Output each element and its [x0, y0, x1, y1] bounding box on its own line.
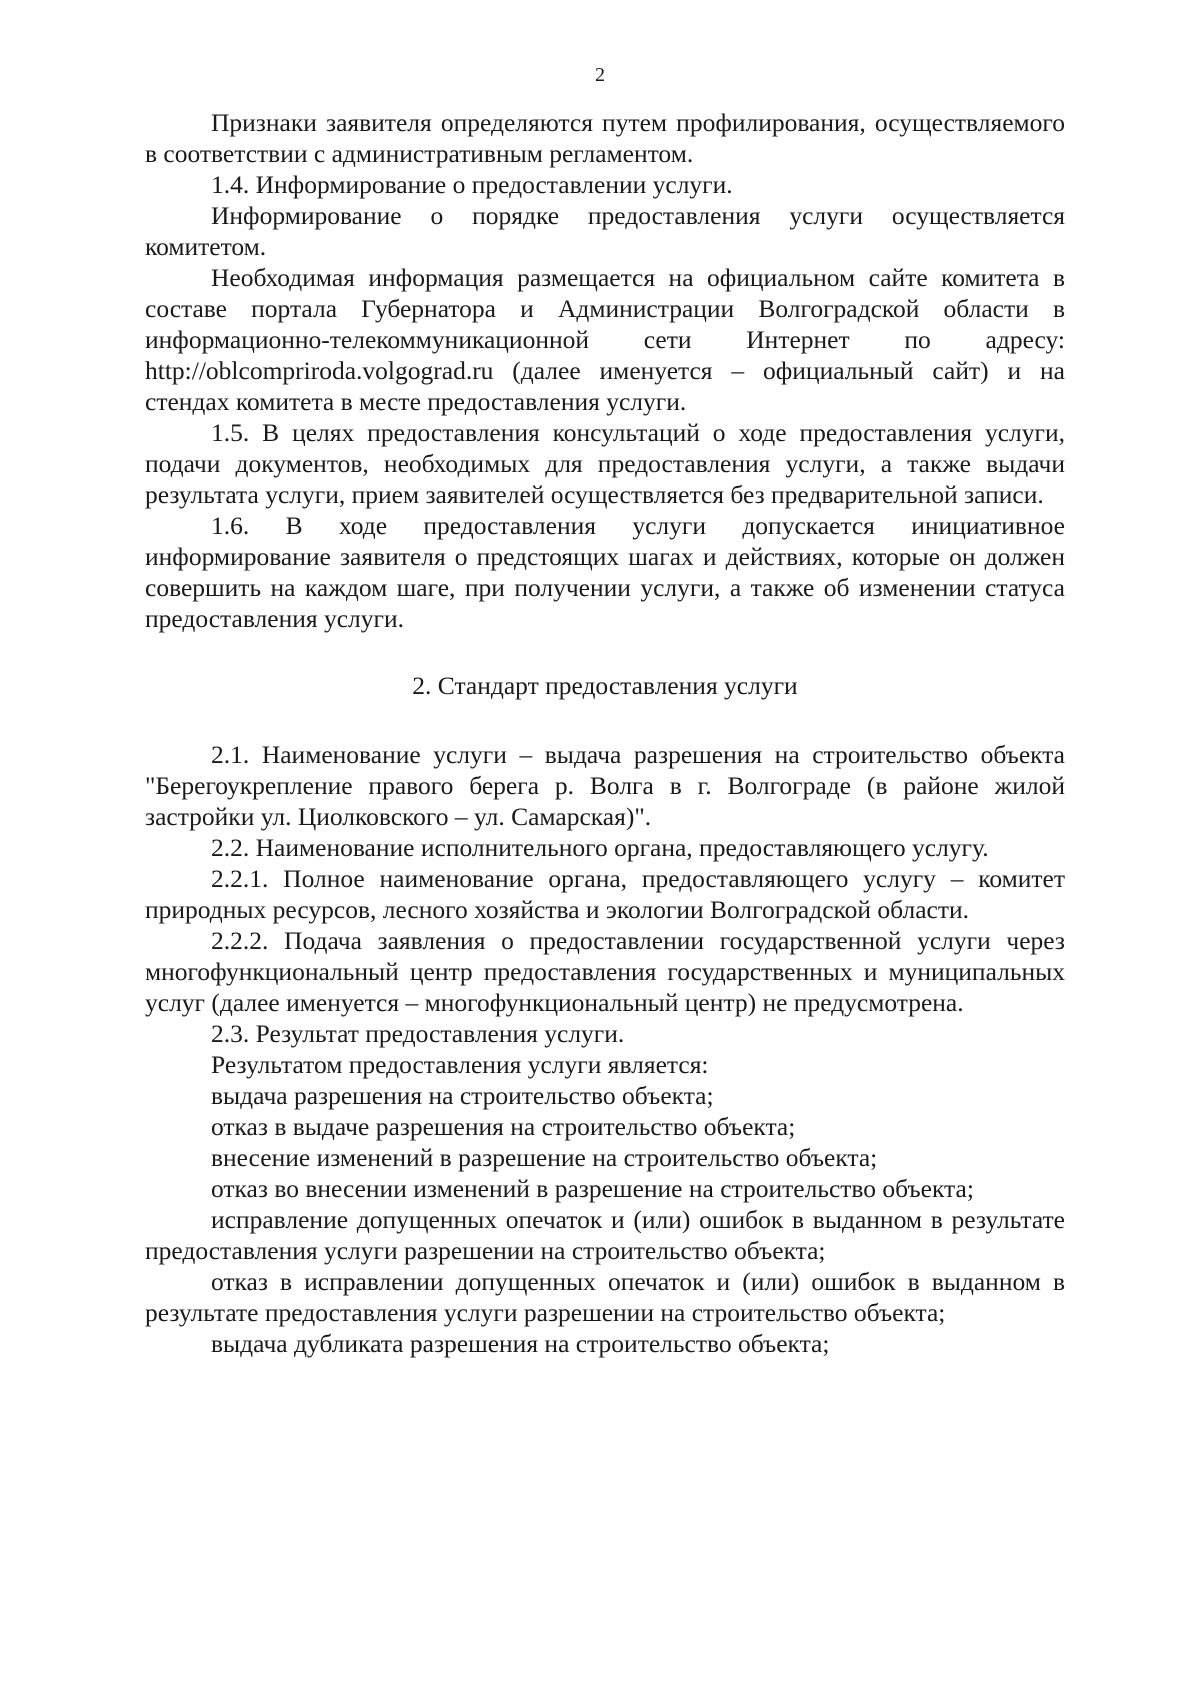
- document-body: [145, 107, 1065, 1359]
- paragraph-result-is: Результатом предоставления услуги является:: [211, 1050, 709, 1079]
- paragraph-applicant-profiling: Признаки заявителя определяются путем профилирования, осуществляемого в соответствии с административным регламентом.: [145, 108, 1065, 168]
- list-item: исправление допущенных опечаток и (или) ошибок в выданном в результате предоставления услуги разрешении на строительство объекта;: [145, 1205, 1065, 1265]
- paragraph-1-4-heading: 1.4. Информирование о предоставлении услуги.: [211, 170, 733, 199]
- paragraph-2-1-service-name: 2.1. Наименование услуги – выдача разрешения на строительство объекта "Берегоукрепление правого берега р. Волга в г. Волгограде (в районе жилой застройки ул. Циолковского – ул. Самарская)".: [145, 740, 1065, 831]
- section-heading: 2. Стандарт предоставления услуги: [412, 671, 798, 700]
- list-item: выдача дубликата разрешения на строительство объекта;: [211, 1329, 830, 1358]
- list-item: отказ в исправлении допущенных опечаток и (или) ошибок в выданном в результате предоставления услуги разрешении на строительство объекта;: [145, 1267, 1065, 1327]
- page-number: 2: [595, 64, 605, 86]
- list-item: отказ в выдаче разрешения на строительство объекта;: [211, 1112, 796, 1141]
- paragraph-2-3-result: 2.3. Результат предоставления услуги.: [211, 1019, 625, 1048]
- paragraph-1-6-proactive-informing: 1.6. В ходе предоставления услуги допускается инициативное информирование заявителя о предстоящих шагах и действиях, которые он должен совершить на каждом шаге, при получении услуги, а также об изменении статуса предоставления услуги.: [145, 511, 1065, 633]
- paragraph-2-2-authority-name: 2.2. Наименование исполнительного органа, предоставляющего услугу.: [211, 833, 989, 862]
- paragraph-website-info: Необходимая информация размещается на официальном сайте комитета в составе портала Губернатора и Администрации Волгоградской области в информационно-телекоммуникационной сети Интернет по адресу: http://oblcompriroda.volgograd.ru (далее именуется – официальный сайт) и на стендах комитета в месте предоставления услуги.: [145, 263, 1065, 416]
- list-item: внесение изменений в разрешение на строительство объекта;: [211, 1143, 878, 1172]
- list-item: выдача разрешения на строительство объекта;: [211, 1081, 714, 1110]
- paragraph-informing-committee: Информирование о порядке предоставления услуги осуществляется комитетом.: [145, 201, 1065, 261]
- list-item: отказ во внесении изменений в разрешение на строительство объекта;: [211, 1174, 974, 1203]
- paragraph-2-2-2-mfc: 2.2.2. Подача заявления о предоставлении государственной услуги через многофункциональный центр предоставления государственных и муниципальных услуг (далее именуется – многофункциональный центр) не предусмотрена.: [145, 926, 1065, 1017]
- paragraph-1-5-consultations: 1.5. В целях предоставления консультаций о ходе предоставления услуги, подачи документов, необходимых для предоставления услуги, а также выдачи результата услуги, прием заявителей осуществляется без предварительной записи.: [145, 418, 1065, 509]
- paragraph-2-2-1-full-name: 2.2.1. Полное наименование органа, предоставляющего услугу – комитет природных ресурсов, лесного хозяйства и экологии Волгоградской области.: [145, 864, 1065, 924]
